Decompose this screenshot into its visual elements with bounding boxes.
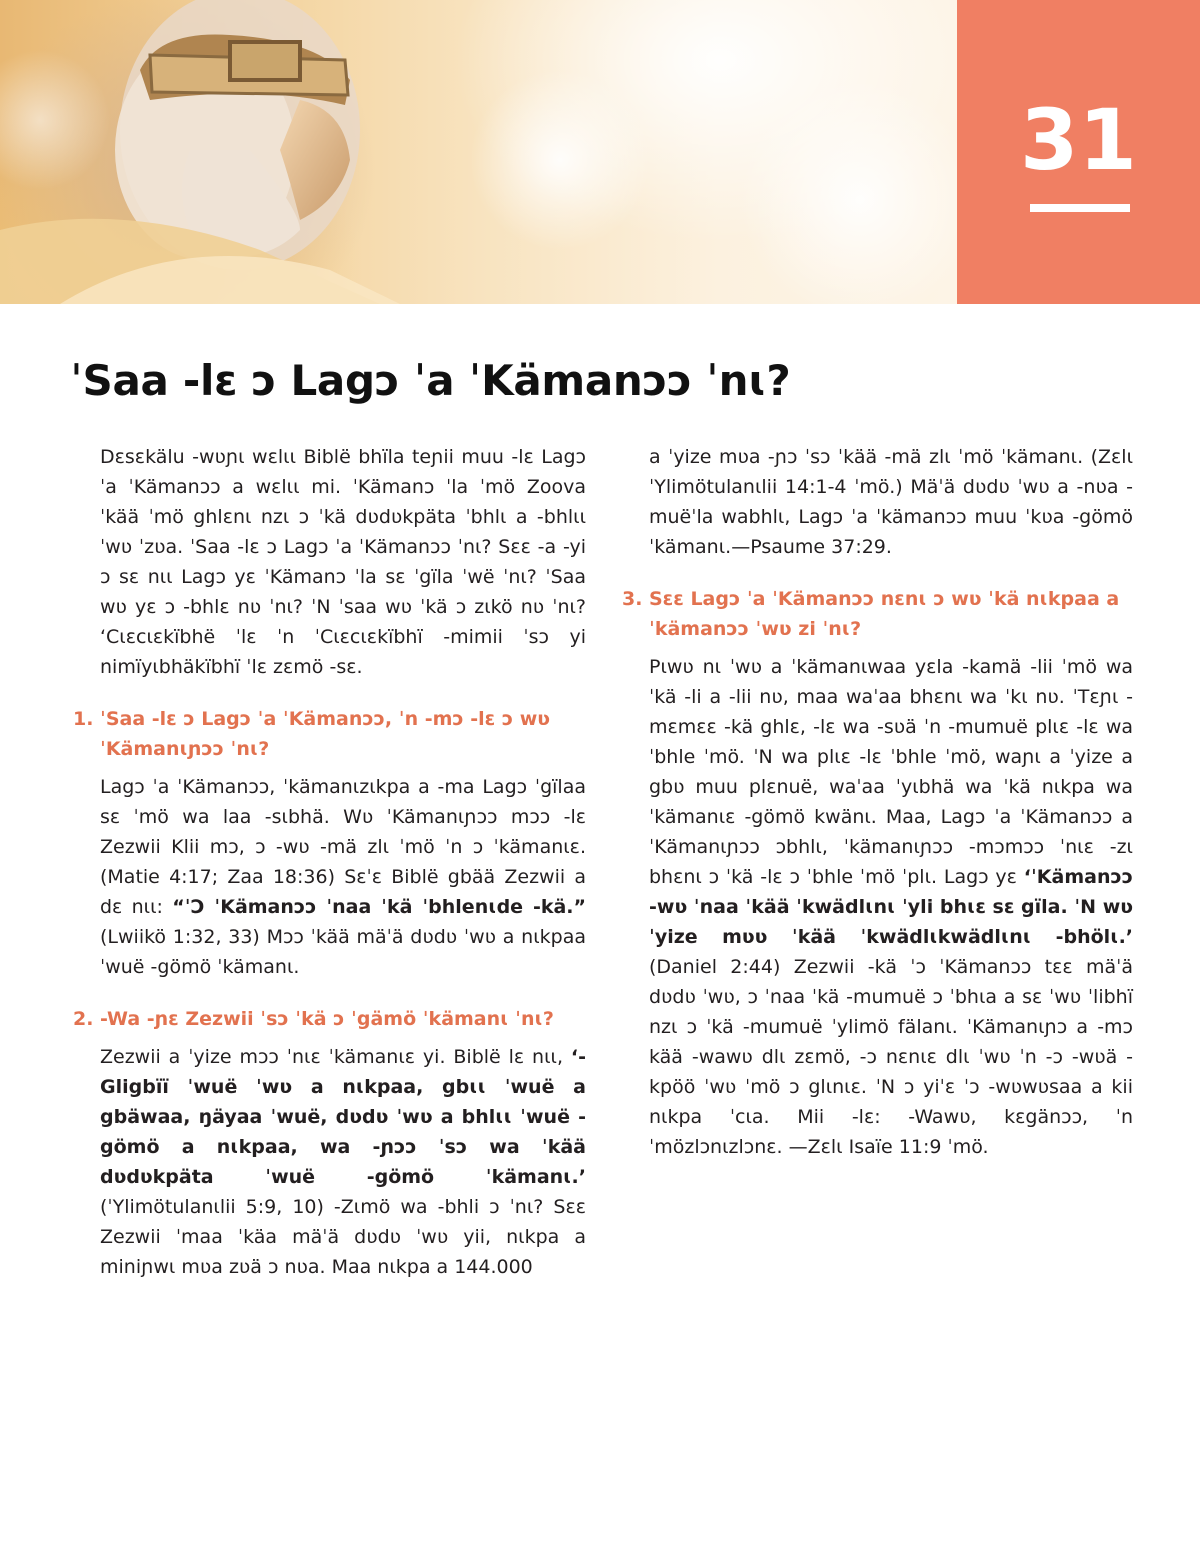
section-2-text-a: Zezwii a ˈyize mɔɔ ˈnɩɛ ˈkämanɩɛ yi. Biblë lɛ nɩɩ, xyxy=(100,1046,571,1068)
section-2-answer xyxy=(73,1042,586,1282)
section-1-quote: “ˈƆ ˈKämanɔɔ ˈnaa ˈkä ˈbhlenɩde -kä.” xyxy=(172,896,587,918)
section-1-answer xyxy=(73,772,586,982)
section-3-number: 3. xyxy=(622,588,643,610)
intro-paragraph: Dɛsɛkälu -wʋɲɩ wɛlɩɩ Biblë bhïla teɲii muu -lɛ Lagɔ ˈa ˈKämanɔɔ a wɛlɩɩ mi. ˈKämanɔ ˈla ˈmö Zoova ˈkää ˈmö ghlɛnɩ nzɩ ɔ ˈkä dʋdʋkpäta ˈbhlɩ a -bhlɩɩ ˈwʋ ˈzʋa. ˈSaa -lɛ ɔ Lagɔ ˈa ˈKämanɔɔ ˈnɩ? Sɛɛ -a -yi ɔ sɛ nɩɩ Lagɔ yɛ ˈKämanɔ ˈla sɛ ˈgïla ˈwë ˈnɩ? ˈSaa wʋ yɛ ɔ -bhlɛ nʋ ˈnɩ? ˈN ˈsaa wʋ ˈkä ɔ zɩkö nʋ ˈnɩ? ‘Cɩɛcɩɛkïbhë ˈlɛ ˈn ˈCɩɛcɩɛkïbhï -mimii ˈsɔ yi nimïyɩbhäkïbhï ˈlɛ zɛmö -sɛ. xyxy=(100,446,586,678)
section-2-question-text: -Wa -ɲɛ Zezwii ˈsɔ ˈkä ɔ ˈgämö ˈkämanɩ ˈnɩ? xyxy=(100,1008,554,1030)
section-3-text-b: (Daniel 2:44) Zezwii -kä ˈɔ ˈKämanɔɔ tɛɛ mäˈä dʋdʋ ˈwʋ, ɔ ˈnaa ˈkä -mumuë ɔ ˈbhɩa a sɛ ˈwʋ ˈlibhï nzɩ ɔ ˈkä -mumuë ˈylimö fälanɩ. ˈKämanɩɲɔ a -mɔ kää -wawʋ dlɩ zɛmö, -ɔ nɛnɩɛ dlɩ ˈwʋ ˈn -ɔ -wʋä -kpöö ˈwʋ ˈmö ɔ glɩnɩɛ. ˈN ɔ yiˈɛ ˈɔ -wʋwʋsaa a kii nɩkpa ˈcɩa. Mii -lɛ: -Wawʋ, kɛgänɔɔ, ˈn ˈmözlɔnɩzlɔnɛ. —Zɛlɩ Isaïe 11:9 ˈmö. xyxy=(649,956,1133,1158)
lesson-number-underline xyxy=(1030,204,1130,212)
king-illustration xyxy=(0,0,957,304)
section-3-question xyxy=(622,584,1133,644)
right-column xyxy=(622,442,1133,1162)
section-2-question xyxy=(73,1004,586,1034)
section-3-quote: ‘ˈKämanɔɔ -wʋ ˈnaa ˈkää ˈkwädlɩnɩ ˈyli bhɩɛ sɛ gïla. ˈN wʋ ˈyize mʋʋ ˈkää ˈkwädlɩkwädlɩnɩ -bhölɩ.’ xyxy=(649,866,1133,948)
section-3-question-text: Sɛɛ Lagɔ ˈa ˈKämanɔɔ nɛnɩ ɔ wʋ ˈkä nɩkpaa a ˈkämanɔɔ ˈwʋ zi ˈnɩ? xyxy=(649,588,1120,640)
section-2-quote: ‘-Gligbïï ˈwuë ˈwʋ a nɩkpaa, gbɩɩ ˈwuë a gbäwaa, ŋäyaa ˈwuë, dʋdʋ ˈwʋ a bhlɩɩ ˈwuë -gömö a nɩkpaa, wa -ɲɔɔ ˈsɔ wa ˈkää dʋdʋkpäta ˈwuë -gömö ˈkämanɩ.’ xyxy=(100,1046,586,1188)
section-3-text-a: Pɩwʋ nɩ ˈwʋ a ˈkämanɩwaa yɛla -kamä -lii ˈmö wa ˈkä -li a -lii nʋ, maa waˈaa bhɛnɩ wa ˈkɩ nʋ. ˈTɛɲɩ -mɛmɛɛ -kä ghlɛ, -lɛ wa -sʋä ˈn -mumuë plɩɛ -lɛ wa ˈbhle ˈmö. ˈN wa plɩɛ -lɛ ˈbhle ˈmö, waɲɩ a ˈyize a gbʋ muu plɛnuë, waˈaa ˈyɩbhä wa ˈkä nɩkpa wa ˈkämanɩɛ -gömö kwänɩ. Maa, Lagɔ ˈa ˈKämanɔɔ a ˈKämanɩɲɔɔ ɔbhlɩ, ˈkämanɩɲɔɔ -mɔmɔɔ ˈnɩɛ -zɩ bhɛnɩ ɔ ˈkä -lɛ ɔ ˈbhle ˈmö ˈplɩ. Lagɔ yɛ xyxy=(649,656,1133,888)
page-title: ˈSaa -lɛ ɔ Lagɔ ˈa ˈKämanɔɔ ˈnɩ? xyxy=(70,356,791,405)
left-column xyxy=(73,442,586,1282)
section-1-question xyxy=(73,704,586,764)
lesson-number-box xyxy=(957,0,1200,304)
lesson-number: 31 xyxy=(1020,91,1137,189)
section-3-answer xyxy=(622,652,1133,1162)
section-2-text-b: (ˈYlimötulanɩlii 5:9, 10) -Zɩmö wa -bhli ɔ ˈnɩ? Sɛɛ Zezwii ˈmaa ˈkäa mäˈä dʋdʋ ˈwʋ yii, nɩkpa a miniɲwɩ mʋa zʋä ɔ nʋa. Maa nɩkpa a 144.000 xyxy=(100,1196,586,1278)
hero-image xyxy=(0,0,957,304)
section-1-number: 1. xyxy=(73,708,94,730)
section-1-text-a: Lagɔ ˈa ˈKämanɔɔ, ˈkämanɩzɩkpa a -ma Lagɔ ˈgïlaa sɛ ˈmö wa laa -sɩbhä. Wʋ ˈKämanɩɲɔɔ mɔɔ -lɛ Zezwii Klii mɔ, ɔ -wʋ -mä zlɩ ˈmö ˈn ɔ ˈkämanɩɛ. (Matie 4:17; Zaa 18:36) Sɛˈɛ Biblë gbää Zezwii a dɛ nɩɩ: xyxy=(100,776,586,918)
section-2-number: 2. xyxy=(73,1008,94,1030)
section-2-answer-continued: a ˈyize mʋa -ɲɔ ˈsɔ ˈkää -mä zlɩ ˈmö ˈkämanɩ. (Zɛlɩ ˈYlimötulanɩlii 14:1-4 ˈmö.) Mäˈä dʋdʋ ˈwʋ a -nʋa -muëˈla wabhlɩ, Lagɔ ˈa ˈkämanɔɔ muu ˈkʋa -gömö ˈkämanɩ.—Psaume 37:29. xyxy=(649,446,1133,558)
section-1-text-b: (Lwiikö 1:32, 33) Mɔɔ ˈkää mäˈä dʋdʋ ˈwʋ a nɩkpaa ˈwuë -gömö ˈkämanɩ. xyxy=(100,926,586,978)
section-1-question-text: ˈSaa -lɛ ɔ Lagɔ ˈa ˈKämanɔɔ, ˈn -mɔ -lɛ ɔ wʋ ˈKämanɩɲɔɔ ˈnɩ? xyxy=(100,708,551,760)
